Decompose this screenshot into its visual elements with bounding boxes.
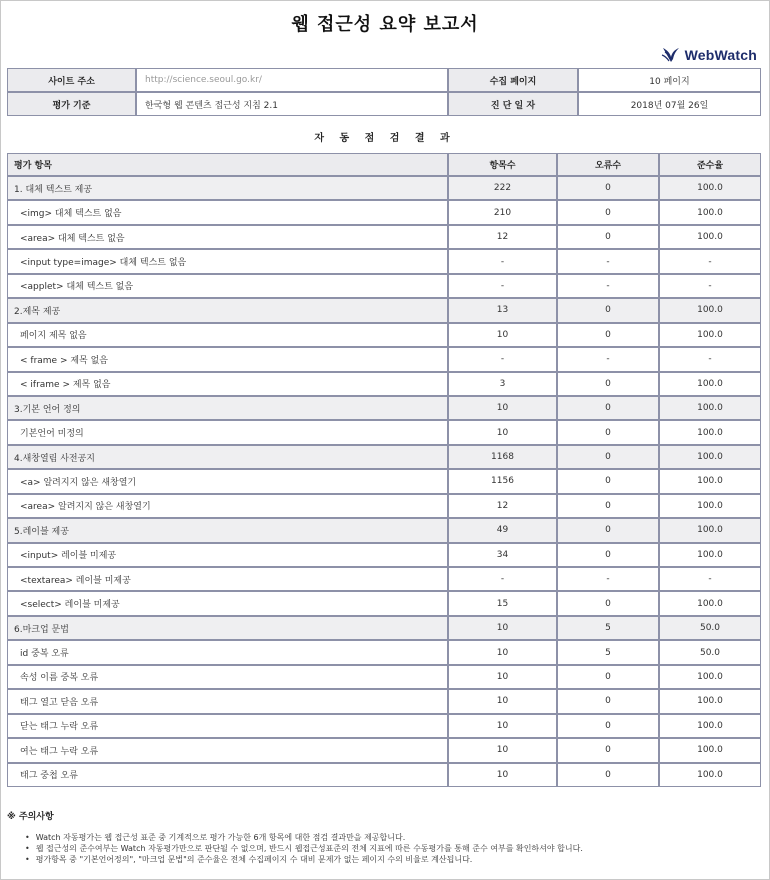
- count-cell: 1156: [448, 469, 557, 493]
- site-address-label: 사이트 주소: [7, 68, 136, 92]
- count-cell: 10: [448, 396, 557, 420]
- rate-cell: -: [659, 274, 761, 298]
- table-row: [7, 469, 761, 493]
- item-name-cell: 3.기본 언어 정의: [7, 396, 448, 420]
- errors-cell: 0: [557, 176, 659, 200]
- errors-cell: 0: [557, 200, 659, 224]
- errors-cell: 0: [557, 591, 659, 615]
- item-name-cell: id 중복 오류: [7, 640, 448, 664]
- report-title: 웹 접근성 요약 보고서: [291, 14, 479, 35]
- count-cell: 1168: [448, 445, 557, 469]
- item-name-cell: 1. 대체 텍스트 제공: [7, 176, 448, 200]
- item-name-cell: 6.마크업 문법: [7, 616, 448, 640]
- category-row: [7, 396, 761, 420]
- errors-cell: 0: [557, 714, 659, 738]
- rate-cell: 100.0: [659, 689, 761, 713]
- count-cell: 13: [448, 298, 557, 322]
- item-name-cell: <input> 레이블 미제공: [7, 543, 448, 567]
- item-name-cell: <a> 알려지지 않은 새창열기: [7, 469, 448, 493]
- count-cell: 3: [448, 372, 557, 396]
- item-name-cell: <input type=image> 대체 텍스트 없음: [7, 249, 448, 273]
- errors-cell: 0: [557, 420, 659, 444]
- item-name-cell: 태그 중첩 오류: [7, 763, 448, 787]
- results-header-row: [7, 153, 761, 176]
- errors-cell: -: [557, 347, 659, 371]
- count-cell: 10: [448, 763, 557, 787]
- errors-cell: 0: [557, 445, 659, 469]
- table-row: [7, 714, 761, 738]
- count-cell: 12: [448, 494, 557, 518]
- table-row: [7, 543, 761, 567]
- site-info-table: [7, 68, 761, 116]
- count-cell: 49: [448, 518, 557, 542]
- rate-cell: -: [659, 567, 761, 591]
- webwatch-bird-icon: [661, 46, 683, 64]
- rate-cell: -: [659, 249, 761, 273]
- rate-cell: 100.0: [659, 176, 761, 200]
- errors-cell: 0: [557, 298, 659, 322]
- note-item: • Watch 자동평가는 웹 접근성 표준 중 기계적으로 평가 가능한 6개 항목에 대한 점검 결과만을 제공합니다.: [25, 832, 761, 843]
- table-row: [7, 420, 761, 444]
- category-row: [7, 445, 761, 469]
- errors-cell: 0: [557, 469, 659, 493]
- item-name-cell: <textarea> 레이블 미제공: [7, 567, 448, 591]
- rate-cell: 100.0: [659, 200, 761, 224]
- table-row: [7, 249, 761, 273]
- errors-cell: 0: [557, 689, 659, 713]
- rate-cell: 100.0: [659, 494, 761, 518]
- errors-cell: 0: [557, 518, 659, 542]
- table-row: [7, 494, 761, 518]
- count-cell: 12: [448, 225, 557, 249]
- rate-cell: 100.0: [659, 665, 761, 689]
- count-cell: -: [448, 347, 557, 371]
- rate-cell: 50.0: [659, 616, 761, 640]
- rate-cell: 100.0: [659, 372, 761, 396]
- table-row: [7, 640, 761, 664]
- count-cell: -: [448, 274, 557, 298]
- item-name-cell: 4.새창열림 사전공지: [7, 445, 448, 469]
- rate-cell: 100.0: [659, 323, 761, 347]
- note-item: • 평가항목 중 "기본언어정의", "마크업 문법"의 준수율은 전체 수집페이지 수 대비 문제가 없는 페이지 수의 비율로 계산됩니다.: [25, 854, 761, 865]
- item-name-cell: 기본언어 미정의: [7, 420, 448, 444]
- table-row: [7, 225, 761, 249]
- category-row: [7, 176, 761, 200]
- item-name-cell: 2.제목 제공: [7, 298, 448, 322]
- header-item: 평가 항목: [7, 153, 448, 176]
- count-cell: 10: [448, 640, 557, 664]
- errors-cell: 5: [557, 640, 659, 664]
- count-cell: 10: [448, 616, 557, 640]
- table-row: [7, 372, 761, 396]
- count-cell: 10: [448, 665, 557, 689]
- item-name-cell: 속성 이름 중복 오류: [7, 665, 448, 689]
- rate-cell: 100.0: [659, 591, 761, 615]
- errors-cell: 0: [557, 665, 659, 689]
- errors-cell: 0: [557, 396, 659, 420]
- date-value: 2018년 07월 26일: [578, 92, 761, 116]
- header-rate: 준수율: [659, 153, 761, 176]
- count-cell: -: [448, 567, 557, 591]
- item-name-cell: < frame > 제목 없음: [7, 347, 448, 371]
- count-cell: 222: [448, 176, 557, 200]
- section-title: 자 동 점 검 결 과: [314, 133, 456, 144]
- table-row: [7, 665, 761, 689]
- note-item: • 웹 접근성의 준수여부는 Watch 자동평가만으로 판단될 수 없으며, 반드시 웹접근성표준의 전체 지표에 따른 수동평가를 통해 준수 여부를 확인하셔야 합니다.: [25, 843, 761, 854]
- rate-cell: 100.0: [659, 445, 761, 469]
- rate-cell: 100.0: [659, 738, 761, 762]
- rate-cell: 100.0: [659, 763, 761, 787]
- errors-cell: 0: [557, 225, 659, 249]
- info-row: [7, 92, 761, 116]
- table-row: [7, 347, 761, 371]
- rate-cell: 100.0: [659, 543, 761, 567]
- errors-cell: 0: [557, 738, 659, 762]
- info-row: [7, 68, 761, 92]
- item-name-cell: <select> 레이블 미제공: [7, 591, 448, 615]
- webwatch-logo: [661, 46, 757, 64]
- rate-cell: 100.0: [659, 714, 761, 738]
- table-row: [7, 274, 761, 298]
- rate-cell: 100.0: [659, 420, 761, 444]
- rate-cell: 100.0: [659, 469, 761, 493]
- header-count: 항목수: [448, 153, 557, 176]
- item-name-cell: <applet> 대체 텍스트 없음: [7, 274, 448, 298]
- results-table: [7, 153, 761, 787]
- table-row: [7, 323, 761, 347]
- count-cell: 34: [448, 543, 557, 567]
- errors-cell: -: [557, 567, 659, 591]
- rate-cell: 100.0: [659, 298, 761, 322]
- notes-section: [7, 809, 761, 865]
- rate-cell: 100.0: [659, 225, 761, 249]
- logo-text: WebWatch: [684, 47, 757, 63]
- errors-cell: -: [557, 274, 659, 298]
- site-address-value: http://science.seoul.go.kr/: [136, 68, 448, 92]
- errors-cell: 0: [557, 494, 659, 518]
- rate-cell: -: [659, 347, 761, 371]
- errors-cell: 0: [557, 372, 659, 396]
- standard-label: 평가 기준: [7, 92, 136, 116]
- item-name-cell: <area> 알려지지 않은 새창열기: [7, 494, 448, 518]
- category-row: [7, 518, 761, 542]
- rate-cell: 100.0: [659, 518, 761, 542]
- count-cell: 10: [448, 420, 557, 444]
- count-cell: 10: [448, 689, 557, 713]
- rate-cell: 50.0: [659, 640, 761, 664]
- notes-list: [7, 832, 761, 865]
- errors-cell: -: [557, 249, 659, 273]
- item-name-cell: <area> 대체 텍스트 없음: [7, 225, 448, 249]
- item-name-cell: 여는 태그 누락 오류: [7, 738, 448, 762]
- errors-cell: 0: [557, 323, 659, 347]
- table-row: [7, 763, 761, 787]
- item-name-cell: <img> 대체 텍스트 없음: [7, 200, 448, 224]
- table-row: [7, 738, 761, 762]
- count-cell: 10: [448, 738, 557, 762]
- results-body: [7, 176, 761, 787]
- category-row: [7, 298, 761, 322]
- item-name-cell: 태그 열고 닫음 오류: [7, 689, 448, 713]
- table-row: [7, 689, 761, 713]
- notes-title: ※ 주의사항: [7, 812, 54, 822]
- category-row: [7, 616, 761, 640]
- collected-pages-value: 10 페이지: [578, 68, 761, 92]
- count-cell: 15: [448, 591, 557, 615]
- count-cell: -: [448, 249, 557, 273]
- date-label: 진 단 일 자: [448, 92, 578, 116]
- count-cell: 10: [448, 714, 557, 738]
- count-cell: 210: [448, 200, 557, 224]
- item-name-cell: < iframe > 제목 없음: [7, 372, 448, 396]
- collected-pages-label: 수집 페이지: [448, 68, 578, 92]
- errors-cell: 0: [557, 763, 659, 787]
- count-cell: 10: [448, 323, 557, 347]
- header-errors: 오류수: [557, 153, 659, 176]
- table-row: [7, 591, 761, 615]
- table-row: [7, 567, 761, 591]
- item-name-cell: 페이지 제목 없음: [7, 323, 448, 347]
- item-name-cell: 5.레이블 제공: [7, 518, 448, 542]
- rate-cell: 100.0: [659, 396, 761, 420]
- table-row: [7, 200, 761, 224]
- standard-value: 한국형 웹 콘텐츠 접근성 지침 2.1: [136, 92, 448, 116]
- item-name-cell: 닫는 태그 누락 오류: [7, 714, 448, 738]
- errors-cell: 5: [557, 616, 659, 640]
- errors-cell: 0: [557, 543, 659, 567]
